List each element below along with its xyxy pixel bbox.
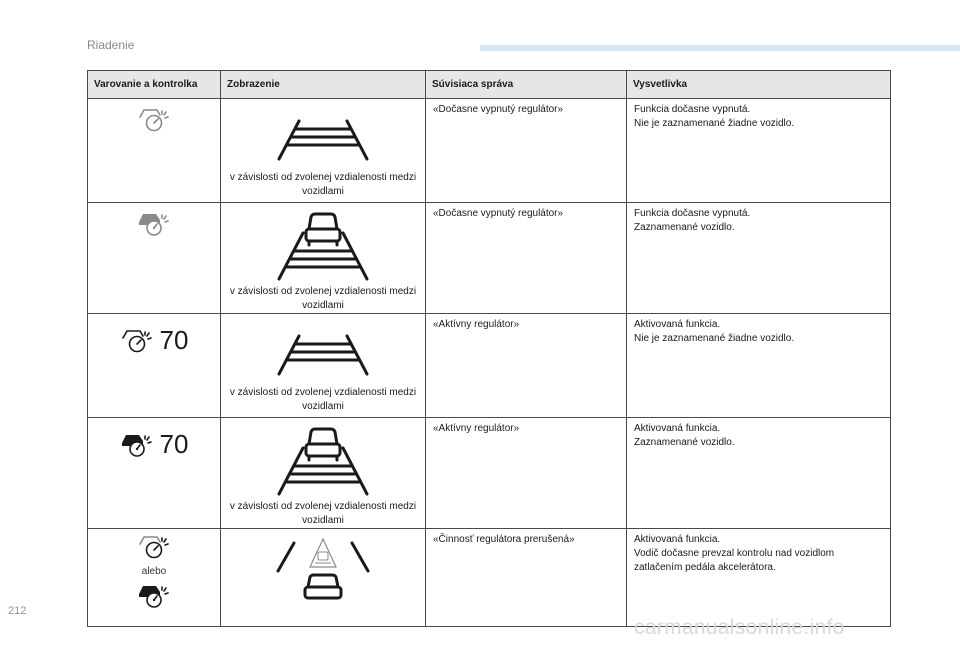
explanation-cell <box>627 418 891 529</box>
column-header: Varovanie a kontrolka <box>88 71 221 99</box>
message-cell <box>426 203 627 314</box>
explanation-line: Aktivovaná funkcia. <box>634 423 721 434</box>
display-cell <box>221 314 426 418</box>
explanation-line: Funkcia dočasne vypnutá. <box>634 104 751 115</box>
column-header: Súvisiaca správa <box>426 71 627 99</box>
display-caption: v závislosti od zvolenej vzdialenosti medzi vozidlami <box>229 501 417 526</box>
table-row <box>88 529 891 627</box>
display-cell <box>221 529 426 627</box>
page-number: 212 <box>8 605 27 617</box>
warning-cell <box>88 203 221 314</box>
display-caption: v závislosti od zvolenej vzdialenosti medzi vozidlami <box>229 387 417 412</box>
explanation-line: Aktivovaná funkcia. <box>634 319 721 330</box>
table-row <box>88 418 891 529</box>
cruise-control-outline-icon <box>137 533 171 559</box>
warning-cell <box>88 99 221 203</box>
message-cell <box>426 418 627 529</box>
cruise-control-car-black-icon <box>120 430 154 458</box>
warning-cell <box>88 418 221 529</box>
display-cell <box>221 418 426 529</box>
display-cell <box>221 99 426 203</box>
gauge-with-speed <box>120 430 189 458</box>
explanation-cell <box>627 99 891 203</box>
related-message: «Aktívny regulátor» <box>433 423 520 434</box>
explanation-line: Aktivovaná funkcia. <box>634 534 721 545</box>
explanation-cell <box>627 529 891 627</box>
message-cell <box>426 99 627 203</box>
cruise-control-car-black-icon <box>137 581 171 609</box>
explanation-cell <box>627 203 891 314</box>
table-row <box>88 314 891 418</box>
cruise-control-outline-icon <box>137 105 171 133</box>
cruise-control-outline-icon <box>120 326 154 354</box>
display-cell <box>221 203 426 314</box>
lane-car-icon <box>273 426 373 498</box>
related-message: «Dočasne vypnutý regulátor» <box>433 104 564 115</box>
cruise-control-car-grey-icon <box>137 209 171 237</box>
message-cell <box>426 529 627 627</box>
watermark: carmanualsonline.info <box>634 616 845 639</box>
column-header: Zobrazenie <box>221 71 426 99</box>
related-message: «Aktívny regulátor» <box>433 319 520 330</box>
set-speed-value: 70 <box>159 429 189 459</box>
explanation-line: Vodič dočasne prevzal kontrolu nad vozidlom <box>634 548 835 559</box>
set-speed-value: 70 <box>159 325 189 355</box>
explanation-line: Zaznamenané vozidlo. <box>634 222 735 233</box>
related-message: «Dočasne vypnutý regulátor» <box>433 208 564 219</box>
table-row <box>88 203 891 314</box>
message-cell <box>426 314 627 418</box>
explanation-line: Zaznamenané vozidlo. <box>634 437 735 448</box>
explanation-line: Nie je zaznamenané žiadne vozidlo. <box>634 333 795 344</box>
table-row <box>88 99 891 203</box>
section-title: Riadenie <box>87 38 135 52</box>
explanation-cell <box>627 314 891 418</box>
column-header: Vysvetlivka <box>627 71 891 99</box>
or-label: alebo <box>141 566 167 577</box>
explanation-line: Funkcia dočasne vypnutá. <box>634 208 751 219</box>
explanation-line: zatlačením pedála akcelerátora. <box>634 562 776 573</box>
explanation-line: Nie je zaznamenané žiadne vozidlo. <box>634 118 795 129</box>
lane-split-car-icon <box>268 535 378 603</box>
warning-cell <box>88 529 221 627</box>
display-caption: v závislosti od zvolenej vzdialenosti medzi vozidlami <box>229 286 417 311</box>
warning-cell <box>88 314 221 418</box>
warning-table <box>87 70 891 627</box>
lane-lines-icon <box>273 117 373 163</box>
gauge-with-speed <box>120 326 189 354</box>
lane-lines-icon <box>273 332 373 378</box>
related-message: «Činnosť regulátora prerušená» <box>433 534 575 545</box>
header-accent-bar <box>480 45 960 51</box>
lane-car-icon <box>273 211 373 283</box>
table-header-row <box>88 71 891 99</box>
display-caption: v závislosti od zvolenej vzdialenosti medzi vozidlami <box>229 172 417 197</box>
